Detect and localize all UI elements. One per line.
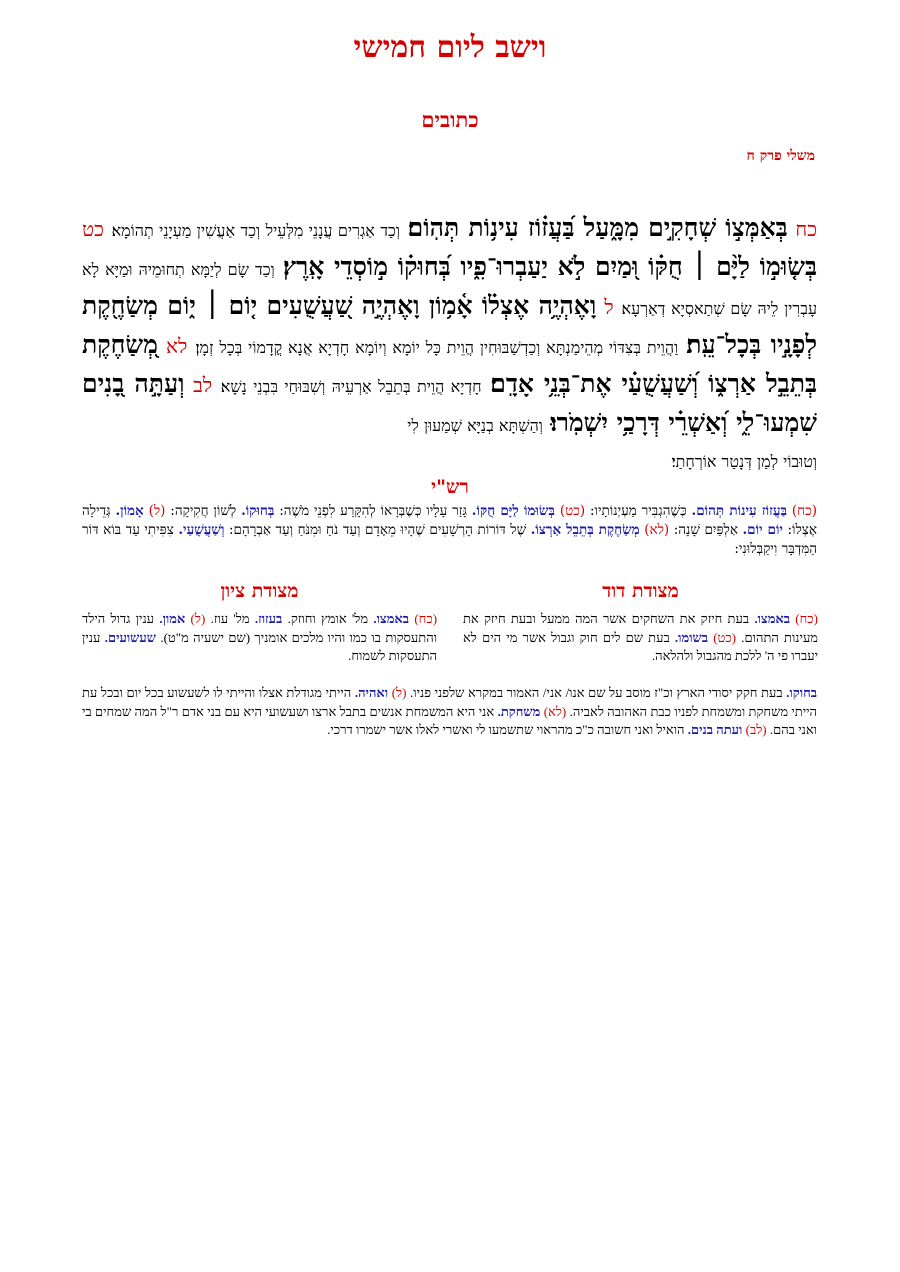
rashi-heading: וְשַׁעֲשֻׁעַי. (178, 522, 225, 538)
section-title: כתובים (421, 107, 479, 132)
md-ref: (כח) (795, 611, 818, 626)
verse-number: כט (82, 217, 104, 241)
md-text: הואיל ואני חשובה כ"כ מהראוי שתשמעו לי ואשרי לאלו אשר ישמרו דרכי. (327, 722, 685, 737)
rashi-text: שֶׁל דּוֹרוֹת הָרְשָׁעִים שֶׁהָיוּ מֵאָדָם וְעַד נֹחַ וּמִנֹּחַ וְעַד אַבְרָהָם: (228, 522, 527, 538)
verse-text: וְעַתָּ֣ה בָ֭נִים שִׁמְעוּ־לִ֑י וְ֝אַשְׁרֵ֗י דְּרָכַ֥י יִשְׁמֹֽרוּ׃ (82, 369, 817, 437)
verse-text: בְּשׂ֤וּמ֣וֹ לַיָּ֨ם ׀ חֻקּ֗וֹ וּ֭מַיִם לֹ֣א יַעַבְרוּ־פִ֑יו בְּ֝חוּק֗וֹ מ֣וֹסְדֵי אָֽרֶץ׃ (282, 252, 818, 281)
page-title: וישב ליום חמישי (353, 30, 547, 65)
verse-number: לא (166, 334, 188, 358)
rashi-text: צִפִּיתִי עַד בּוֹא דּוֹר הַמִּדְבָּר וִיקַבְּלוּנִי: (82, 522, 817, 557)
md-heading: ועתה בנים. (687, 722, 743, 737)
mz-ref: (ל) (190, 611, 206, 626)
rashi-text: אַלְפַּיִם שָׁנָה: (673, 522, 738, 538)
rashi-ref: (כח) (791, 503, 818, 519)
mz-text: מל' אומץ וחוזק. (287, 611, 369, 626)
verse-text: וָאֶהְיֶ֥ה אֶצְל֗וֹ אָ֫מ֥וֹן וָאֶהְיֶ֣ה שַׁ֭עֲשֻׁעִים י֤וֹם ׀ י֑וֹם מְשַׂחֶ֖קֶת לְפָנָ֣יו בְּכָל־עֵֽת׃ (82, 291, 818, 359)
md-heading: בשומו. (674, 629, 708, 645)
rashi-heading: בַּעֲזוֹז עִינוֹת תְּהוֹם. (691, 503, 788, 519)
metzudat-david-commentary (463, 610, 818, 666)
verses-block (82, 210, 817, 480)
rashi-heading: יוֹם יוֹם. (742, 522, 783, 538)
targum-text: וַהֲוֵית בְּצִדּוֹי מְהֵימַנְתָּא וְכַדְשַׁבּוּחִין הֲוֵית כָּל יוֹמָא וְיוֹמָא חָדְיָא אֲנָא קֳדָמוֹי בְּכָל זְמָן׃ (195, 338, 679, 357)
md-text: אני היא המשמחת אנשים בתבל ארצו ושעשועי היא עם בני אדם ר"ל המה שמחים בי ואני בהם. (82, 703, 817, 737)
rashi-heading: בְּשׂוּמוֹ לַיָּם חֻקּוֹ. (471, 503, 555, 519)
verse-text: בְּאַמְּצ֣וֹ שְׁחָקִ֣ים מִמָּ֑עַל בַּ֝עֲז֗וֹז עִינ֥וֹת תְּהֽוֹם׃ (407, 213, 788, 242)
md-ref: (ל) (391, 685, 407, 700)
md-heading: באמצו. (754, 611, 791, 626)
metzudat-david-title: מצודת דוד (602, 580, 679, 602)
rashi-ref: (כט) (559, 503, 586, 519)
rashi-text: כְּשֶׁהִגְבִּיר מַעְיְנוֹתָיו: (589, 503, 687, 519)
mz-ref: (כח) (414, 611, 438, 626)
targum-text: וְכַד שָׂם לְיַמָּא תְחוּמֵיהּ וּמַיָּא לָא עָבְרִין לֵיהּ שָׂם שְׁתַאסְיָא דְאַרְעָא׃ (82, 260, 817, 318)
verse-text: מְ֭שַׂחֶקֶת בְּתֵבֵ֣ל אַרְצ֑וֹ וְ֝שַׁעֲשֻׁעַ֗י אֶת־בְּנֵ֥י אָדָֽם׃ (82, 330, 818, 398)
rashi-text: גְּדֵילָה אֶצְלוֹ: (82, 503, 817, 538)
rashi-heading: בְּחוּקוֹ. (241, 503, 275, 519)
metzudat-david-continued (82, 684, 817, 740)
metzudat-zion-commentary (82, 610, 437, 666)
mz-text: ענין התעסקות לשמוח. (82, 629, 437, 663)
rashi-heading: מְשַׂחֶקֶת בְּתֵבֵל אַרְצוֹ. (530, 522, 640, 538)
rashi-commentary (82, 502, 817, 559)
md-text: בעת חקק יסודי הארץ וכ"ז מוסב על שם אנו/ אני/ האמור במקרא שלפני פניו. (410, 685, 783, 700)
md-ref: (לב) (745, 722, 767, 737)
verse-number: כח (795, 217, 817, 241)
targum-text: חָדְיָא הֲוֵית בְּתֵבֵל אַרְעֵיהּ וְשִׁבּוּחַי בִּבְנֵי נָשָׁא׃ (220, 377, 482, 396)
targum-text: וְהַשְׁתָּא בְנַיָּא שְׁמַעוּן לִי (407, 416, 543, 435)
rashi-ref: (ל) (148, 503, 166, 519)
metzudat-zion-title: מצודת ציון (220, 580, 299, 602)
chapter-label: משלי פרק ח (746, 148, 815, 164)
md-ref: (כט) (713, 629, 737, 645)
mz-text: מל' עוז. (210, 611, 250, 626)
md-text: הייתי מגודלת אצלו והייתי לו לשעשוע בכל יום ובכל עת הייתי משחקת ומשמחת לפניו כבת האהובה לאביה. (82, 685, 818, 719)
md-ref: (לא) (543, 703, 567, 719)
rashi-heading: אָמוֹן. (115, 503, 144, 519)
md-heading: ואהיה. (354, 685, 389, 700)
verse-number: ל (604, 295, 614, 319)
rashi-ref: (לא) (644, 522, 670, 538)
rashi-text: גָּזַר עָלָיו כְּשֶׁבְּרָאוֹ לְהִקָּרַע לִפְנֵי מֹשֶׁה: (279, 503, 467, 519)
md-text: בעת חיזק את השחקים אשר המה ממעל ובעת חיזק את מעינות התהום. (463, 611, 819, 645)
mz-heading: בעזוז. (254, 611, 283, 626)
md-heading: משחקת. (497, 703, 541, 719)
targum-text: וְכַד אַגְרִים עֲנָנֵי מִלְּעֵיל וְכַד אַעֲשִׁין מַעְיָנֵי תְהוֹמָא׃ (111, 221, 400, 240)
mz-heading: באמצו. (373, 611, 410, 626)
targum-text-end: וְטוּבוֹי לְמַן דְּנָטַר אוֹרְחָתַי׃ (671, 452, 817, 471)
mz-heading: אמון. (159, 611, 186, 626)
verse-number: לב (193, 373, 213, 397)
md-heading: בחוקו. (786, 685, 818, 700)
rashi-text: לְשׁוֹן חֲקִיקָה: (170, 503, 237, 519)
mz-text: ענין גדול הילד והתעסקות בו כמו והיו מלכים אומניך (שם ישעיה מ"ט). (82, 611, 438, 645)
md-text: בעת שם לים חוק וגבול אשר מי הים לא יעברו פי ה' ללכת מהגבול ולהלאה. (463, 629, 818, 663)
rashi-title: רש"י (431, 476, 469, 498)
mz-heading: שעשועים. (104, 629, 156, 645)
